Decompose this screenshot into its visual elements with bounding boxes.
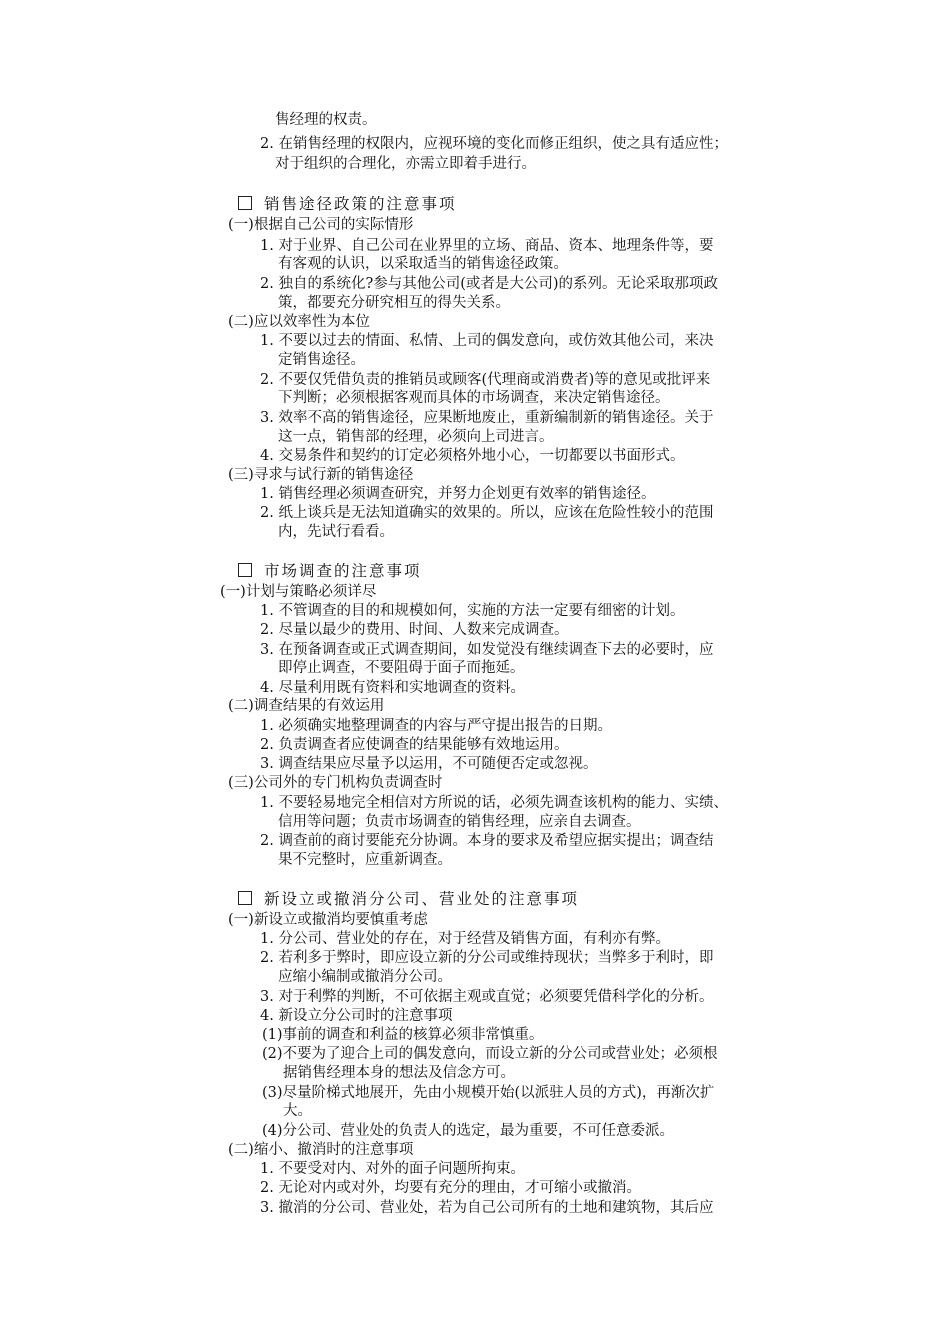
text-line: 内，先试行看看。: [278, 524, 394, 540]
checkbox-square-icon: [238, 196, 252, 210]
text-line: 即停止调查，不要阻碍于面子而拖延。: [278, 660, 525, 676]
subsection-heading: (二)调查结果的有效运用: [228, 698, 385, 714]
list-item: 2. 调查前的商讨要能充分协调。本身的要求及希望应据实提出；调查结: [260, 833, 714, 849]
text-line: 大。: [283, 1103, 312, 1119]
list-item: (1)事前的调查和利益的核算必须非常慎重。: [262, 1027, 544, 1043]
list-item: 3. 对于利弊的判断，不可依据主观或直觉；必须要凭借科学化的分析。: [260, 989, 714, 1005]
text-line: 定销售途径。: [278, 352, 365, 368]
section-title: 新设立或撤消分公司、营业处的注意事项: [264, 890, 580, 908]
list-item: 2. 无论对内或对外，均要有充分的理由，才可缩小或撤消。: [260, 1180, 641, 1196]
subsection-heading: (一)计划与策略必须详尽: [220, 584, 377, 600]
subsection-heading: (一)新设立或撤消均要慎重考虑: [228, 912, 428, 928]
text-line: 据销售经理本身的想法及信念方可。: [283, 1065, 515, 1081]
list-item: 4. 新设立分公司时的注意事项: [260, 1008, 453, 1024]
text-line: 信用等问题；负责市场调查的销售经理，应亲自去调查。: [278, 814, 641, 830]
list-item: 2. 在销售经理的权限内，应视环境的变化而修正组织，使之具有适应性；: [260, 136, 728, 152]
list-item: 3. 调查结果应尽量予以运用，不可随便否定或忽视。: [260, 756, 598, 772]
section-heading: [238, 194, 457, 214]
list-item: 2. 负责调查者应使调查的结果能够有效地运用。: [260, 737, 569, 753]
text-line: 这一点，销售部的经理，必须向上司进言。: [278, 429, 554, 445]
list-item: 3. 撤消的分公司、营业处，若为自己公司所有的土地和建筑物，其后应: [260, 1200, 714, 1216]
list-item: 1. 不要受对内、对外的面子问题所拘束。: [260, 1161, 525, 1177]
list-item: 4. 尽量利用既有资料和实地调查的资料。: [260, 680, 525, 696]
text-line: 有客观的认识，以采取适当的销售途径政策。: [278, 256, 568, 272]
subsection-heading: (二)应以效率性为本位: [228, 314, 370, 330]
list-item: 4. 交易条件和契约的订定必须格外地小心，一切都要以书面形式。: [260, 448, 685, 464]
list-item: 1. 必须确实地整理调查的内容与严守提出报告的日期。: [260, 718, 612, 734]
text-line: 策，都要充分研究相互的得失关系。: [278, 295, 510, 311]
list-item: 2. 纸上谈兵是无法知道确实的效果的。所以，应该在危险性较小的范围: [260, 505, 714, 521]
list-item: 1. 不要轻易地完全相信对方所说的话，必须先调查该机构的能力、实绩、: [260, 795, 728, 811]
checkbox-square-icon: [238, 891, 252, 905]
text-line: 下判断；必须根据客观而具体的市场调查，来决定销售途径。: [278, 390, 670, 406]
list-item: 2. 不要仅凭借负责的推销员或顾客(代理商或消费者)等的意见或批评来: [260, 372, 711, 388]
list-item: 3. 在预备调查或正式调查期间，如发觉没有继续调查下去的必要时，应: [260, 642, 714, 658]
list-item: 2. 尽量以最少的费用、时间、人数来完成调查。: [260, 622, 569, 638]
section-heading: [238, 561, 422, 581]
list-item: 2. 若利多于弊时，即应设立新的分公司或维持现状；当弊多于利时，即: [260, 950, 714, 966]
list-item: (4)分公司、营业处的负责人的选定，最为重要，不可任意委派。: [262, 1123, 675, 1139]
list-item: (2)不要为了迎合上司的偶发意向，而设立新的分公司或营业处；必须根: [262, 1046, 718, 1062]
list-item: 3. 效率不高的销售途径，应果断地废止，重新编制新的销售途径。关于: [260, 410, 714, 426]
checkbox-square-icon: [238, 563, 252, 577]
list-item: 1. 不要以过去的情面、私情、上司的偶发意向，或仿效其他公司，来决: [260, 333, 714, 349]
text-line: 应缩小编制或撤消分公司。: [278, 969, 452, 985]
subsection-heading: (一)根据自己公司的实际情形: [228, 217, 414, 233]
section-title: 销售途径政策的注意事项: [264, 195, 457, 213]
text-line: 售经理的权责。: [275, 112, 377, 128]
list-item: 1. 对于业界、自己公司在业界里的立场、商品、资本、地理条件等，要: [260, 238, 714, 254]
text-line: 果不完整时，应重新调查。: [278, 852, 452, 868]
subsection-heading: (三)寻求与试行新的销售途径: [228, 467, 414, 483]
list-item: (3)尽量阶梯式地展开，先由小规模开始(以派驻人员的方式)，再渐次扩: [262, 1085, 715, 1101]
list-item: 1. 不管调查的目的和规模如何，实施的方法一定要有细密的计划。: [260, 603, 685, 619]
section-title: 市场调查的注意事项: [264, 562, 422, 580]
list-item: 2. 独自的系统化?参与其他公司(或者是大公司)的系列。无论采取那项政: [260, 276, 719, 292]
list-item: 1. 分公司、营业处的存在，对于经营及销售方面，有利亦有弊。: [260, 931, 670, 947]
subsection-heading: (三)公司外的专门机构负责调查时: [228, 775, 443, 791]
list-item: 1. 销售经理必须调查研究，并努力企划更有效率的销售途径。: [260, 486, 656, 502]
subsection-heading: (二)缩小、撤消时的注意事项: [228, 1142, 414, 1158]
text-line: 对于组织的合理化，亦需立即着手进行。: [275, 156, 536, 172]
section-heading: [238, 889, 579, 909]
